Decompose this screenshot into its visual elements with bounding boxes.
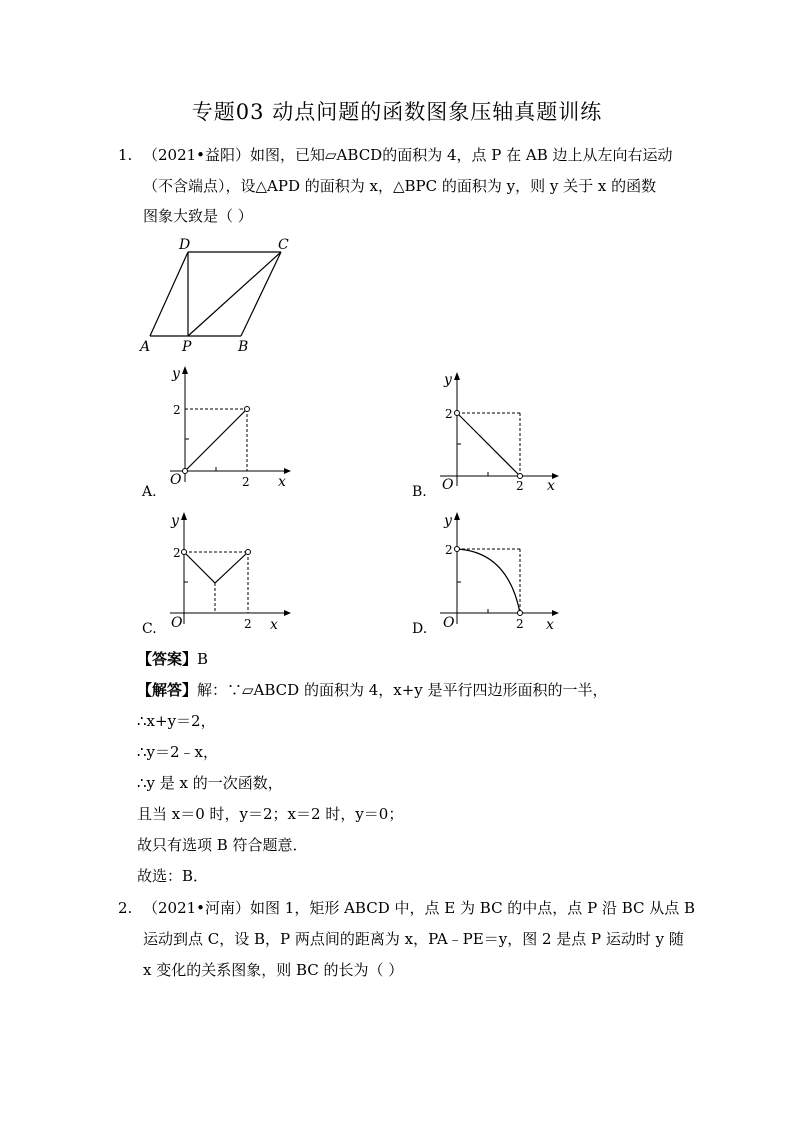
solution-line-6: 故只有选项 B 符合题意．	[137, 836, 308, 854]
axis-label-x: x	[270, 617, 278, 633]
origin-label: O	[442, 477, 454, 493]
page-title: 专题03 动点问题的函数图象压轴真题训练	[191, 100, 603, 124]
tick-label-x: 2	[516, 479, 524, 493]
graph-d-curve	[457, 549, 520, 613]
axis-label-y: y	[172, 366, 180, 382]
solution-line-2: ∴x+y＝2，	[137, 712, 216, 730]
option-a-label: A.	[142, 484, 157, 500]
solution-line-5: 且当 x＝0 时，y＝2；x＝2 时，y＝0；	[137, 805, 404, 823]
axis-label-y: y	[171, 513, 179, 529]
vertex-label-a: A	[140, 339, 151, 355]
tick-label-x: 2	[242, 475, 250, 489]
vertex-label-d: D	[179, 237, 191, 253]
answer-value: B	[197, 650, 209, 668]
parallelogram-figure	[138, 235, 298, 355]
option-a-graph	[160, 362, 300, 492]
axis-label-y: y	[444, 513, 452, 529]
solution-line-7: 故选：B．	[137, 867, 209, 885]
q2-text-line-3: x 变化的关系图象，则 BC 的长为（ ）	[143, 961, 404, 979]
axis-label-x: x	[278, 474, 286, 490]
option-c-graph	[160, 508, 300, 638]
q1-text-line-1: （2021•益阳）如图，已知▱ABCD的面积为 4，点 P 在 AB 边上从左向右运动	[143, 146, 673, 164]
axis-label-x: x	[546, 617, 554, 633]
solution-line-1: 【解答】解：∵▱ABCD 的面积为 4，x+y 是平行四边形面积的一半，	[137, 681, 608, 699]
solution-line-4: ∴y 是 x 的一次函数，	[137, 774, 283, 792]
tick-label-y: 2	[173, 403, 181, 417]
option-b-label: B.	[412, 484, 427, 500]
solution-tag: 【解答】	[137, 681, 198, 699]
tick-label-y: 2	[445, 543, 453, 557]
axis-label-x: x	[547, 478, 555, 494]
origin-label: O	[170, 472, 182, 488]
edge-da	[150, 252, 188, 336]
option-c-label: C.	[142, 621, 157, 637]
q1-text-line-2: （不含端点），设△APD 的面积为 x，△BPC 的面积为 y，则 y 关于 x 的函数	[143, 177, 657, 195]
answer-tag: 【答案】	[137, 650, 198, 668]
q1-text-line-3: 图象大致是（ ）	[143, 207, 253, 225]
q2-text-line-2: 运动到点 C，设 B，P 两点间的距离为 x，PA﹣PE＝y，图 2 是点 P 运动时 y 随	[143, 930, 684, 948]
vertex-label-b: B	[238, 339, 249, 355]
edge-bc	[241, 252, 281, 336]
answer-line	[137, 650, 208, 668]
vertex-label-c: C	[278, 237, 289, 253]
origin-label: O	[443, 615, 455, 631]
solution-line-3: ∴y＝2﹣x，	[137, 743, 219, 761]
graph-a-line	[185, 409, 247, 471]
option-b-graph	[430, 368, 570, 498]
point-label-p: P	[182, 339, 192, 355]
q2-number: 2.	[118, 899, 133, 917]
q1-number: 1.	[118, 146, 133, 164]
axis-label-y: y	[444, 372, 452, 388]
q2-text-line-1: （2021•河南）如图 1，矩形 ABCD 中，点 E 为 BC 的中点，点 P 沿 BC 从点 B	[143, 899, 696, 917]
tick-label-y: 2	[173, 546, 181, 560]
graph-c-line	[184, 552, 248, 583]
graph-b-line	[457, 413, 520, 476]
option-d-graph	[430, 508, 570, 638]
tick-label-x: 2	[244, 617, 252, 631]
segment-pc	[188, 252, 281, 336]
tick-label-x: 2	[516, 617, 524, 631]
tick-label-y: 2	[445, 407, 453, 421]
origin-label: O	[171, 615, 183, 631]
option-d-label: D.	[412, 621, 428, 637]
